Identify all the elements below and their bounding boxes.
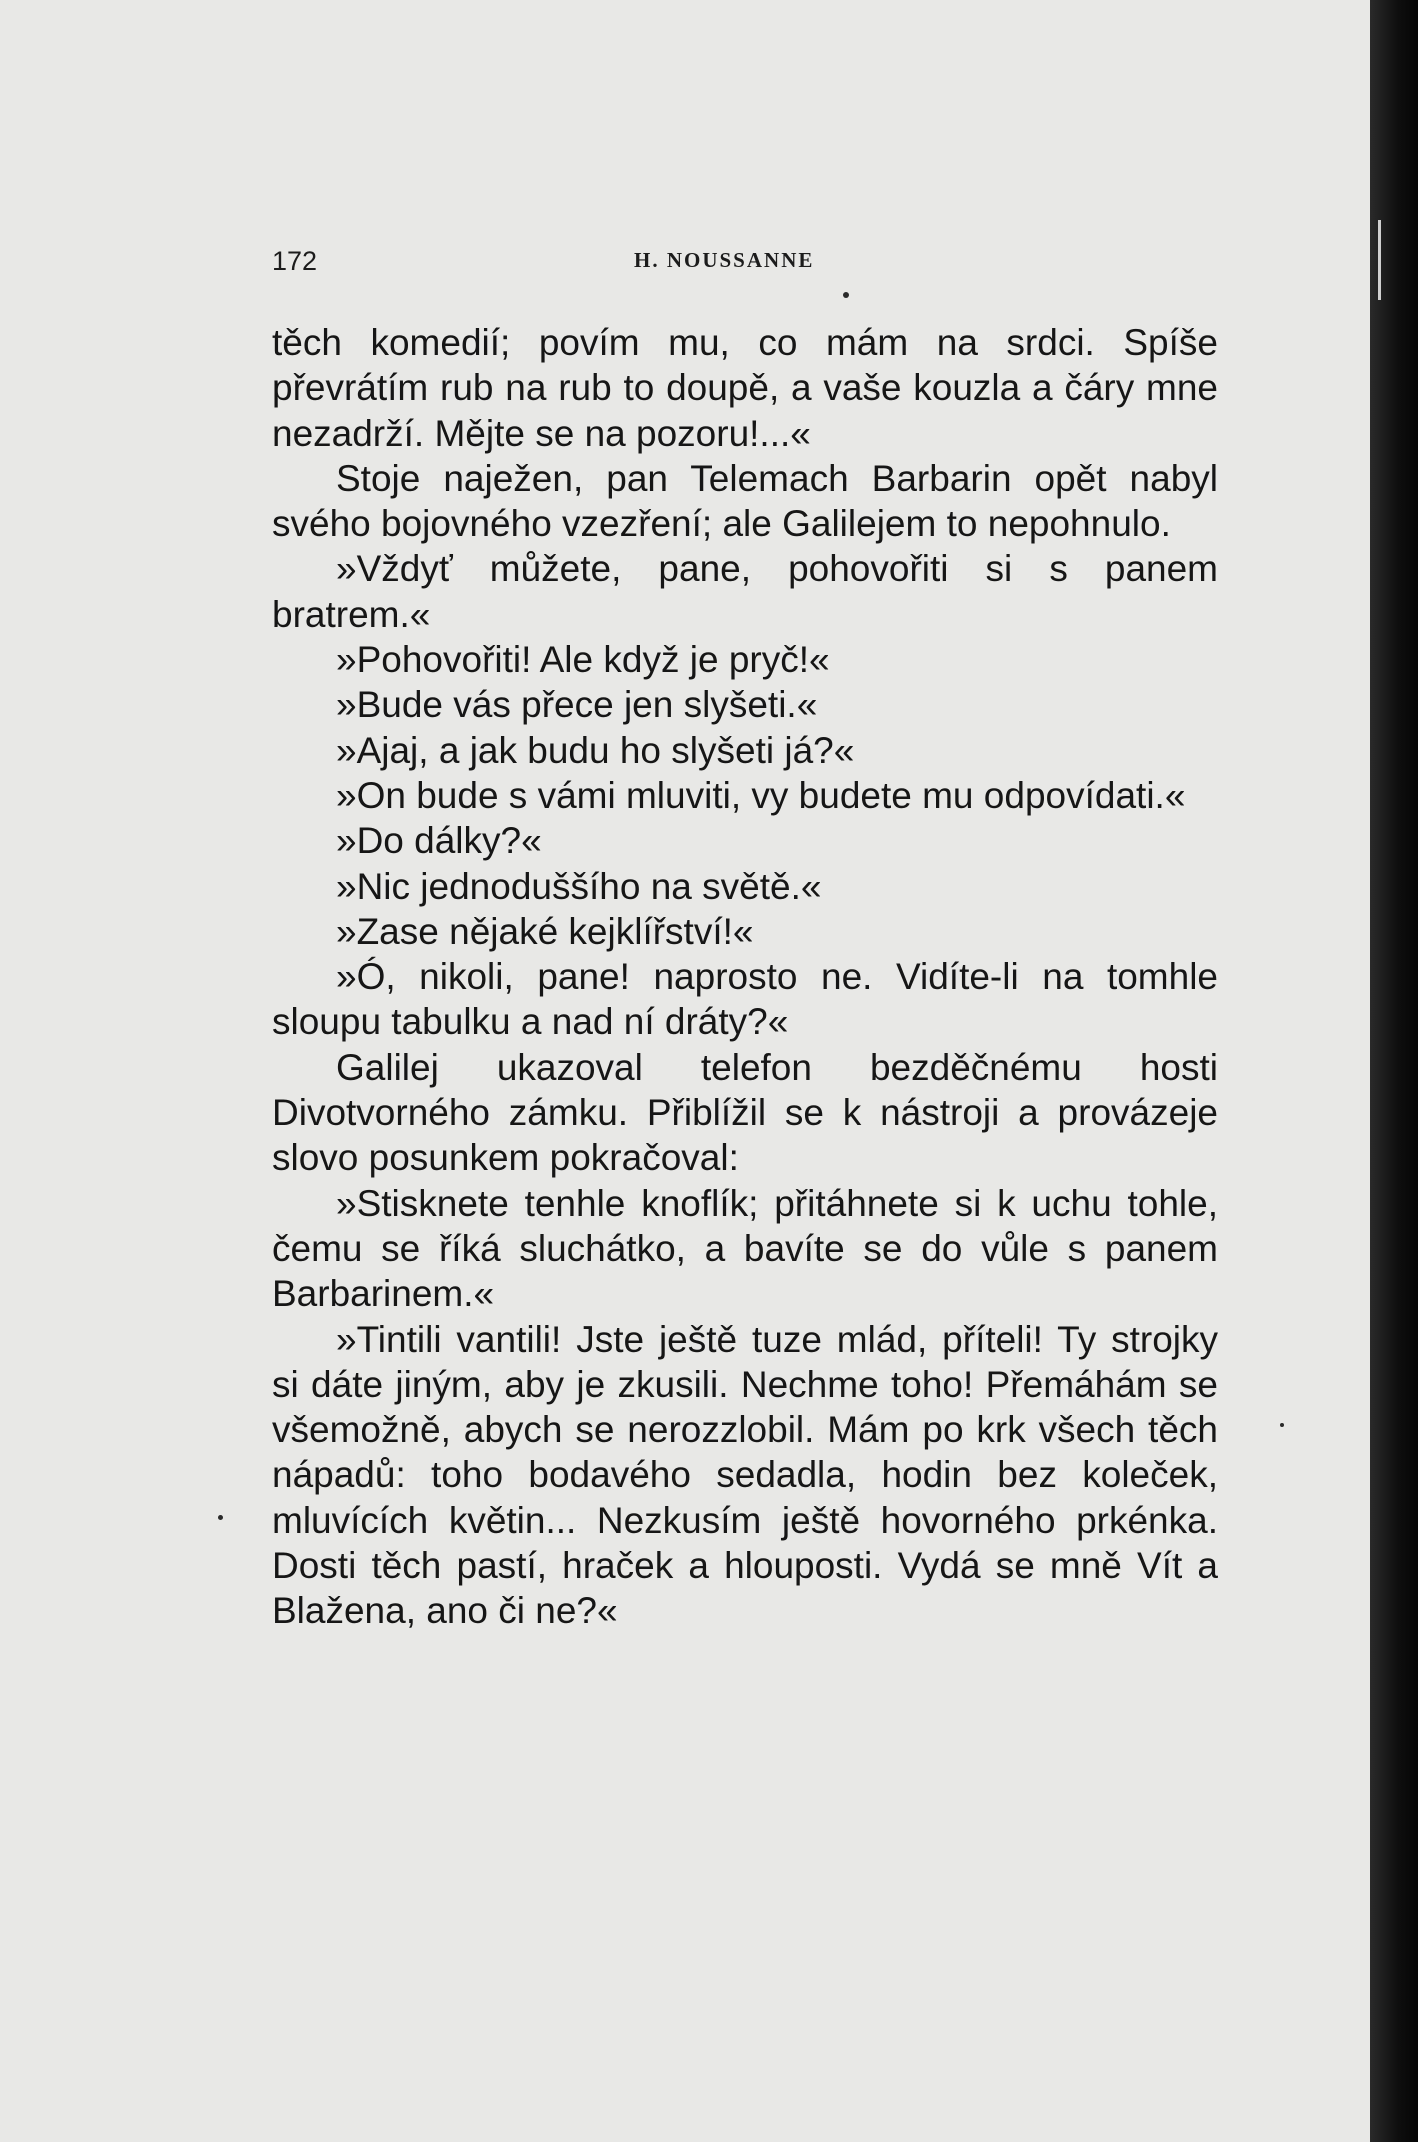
- paragraph: »Zase nějaké kejklířství!«: [336, 910, 754, 952]
- page-edge-shadow: [1370, 0, 1418, 2142]
- print-speck: [218, 1515, 223, 1520]
- paragraph: »Ó, nikoli, pane! naprosto ne. Vidíte-li na tomhle sloupu tabulku a nad ní dráty?«: [272, 956, 1218, 1043]
- body-text: [272, 320, 1218, 1634]
- paragraph: »Stisknete tenhle knoflík; přitáhnete si k uchu tohle, čemu se říká sluchátko, a bavíte se do vůle s panem Barbarinem.«: [272, 1182, 1218, 1315]
- paragraph: Galilej ukazoval telefon bezděčnému hosti Divotvorného zámku. Přiblížil se k nástroji a provázeje slovo posunkem pokračoval:: [272, 1046, 1218, 1179]
- paragraph: »Bude vás přece jen slyšeti.«: [336, 684, 818, 726]
- paragraph: »On bude s vámi mluviti, vy budete mu odpovídati.«: [336, 774, 1186, 816]
- page-header: [272, 246, 1202, 282]
- paragraph: »Nic jednoduššího na světě.«: [336, 865, 822, 907]
- paragraph: těch komedií; povím mu, co mám na srdci. Spíše převrátím rub na rub to doupě, a vaše kouzla a čáry mne nezadrží. Mějte se na pozoru!...«: [272, 322, 1218, 454]
- paragraph: »Ajaj, a jak budu ho slyšeti já?«: [336, 729, 855, 771]
- paragraph: »Tintili vantili! Jste ještě tuze mlád, příteli! Ty strojky si dáte jiným, aby je zkusili. Nechme toho! Přemáhám se všemožně, abych se nerozzlobil. Mám po krk všech těch nápadů: toho bodavého sedadla, hodin bez koleček, mluvících květin... Nezkusím ještě hovorného prkénka. Dosti těch pastí, hraček a hlouposti. Vydá se mně Vít a Blažena, ano či ne?«: [272, 1318, 1218, 1632]
- paragraph: »Pohovořiti! Ale když je pryč!«: [336, 639, 830, 681]
- print-speck: [1280, 1423, 1284, 1427]
- paragraph: »Vždyť můžete, pane, pohovořiti si s panem bratrem.«: [272, 548, 1218, 635]
- paragraph: »Do dálky?«: [336, 820, 542, 862]
- print-speck: [843, 292, 849, 298]
- running-head: H. NOUSSANNE: [634, 248, 815, 272]
- page-edge-highlight: [1378, 220, 1381, 300]
- paragraph: Stoje naježen, pan Telemach Barbarin opět nabyl svého bojovného vzezření; ale Galilejem to nepohnulo.: [272, 457, 1218, 545]
- page-number: 172: [272, 246, 318, 276]
